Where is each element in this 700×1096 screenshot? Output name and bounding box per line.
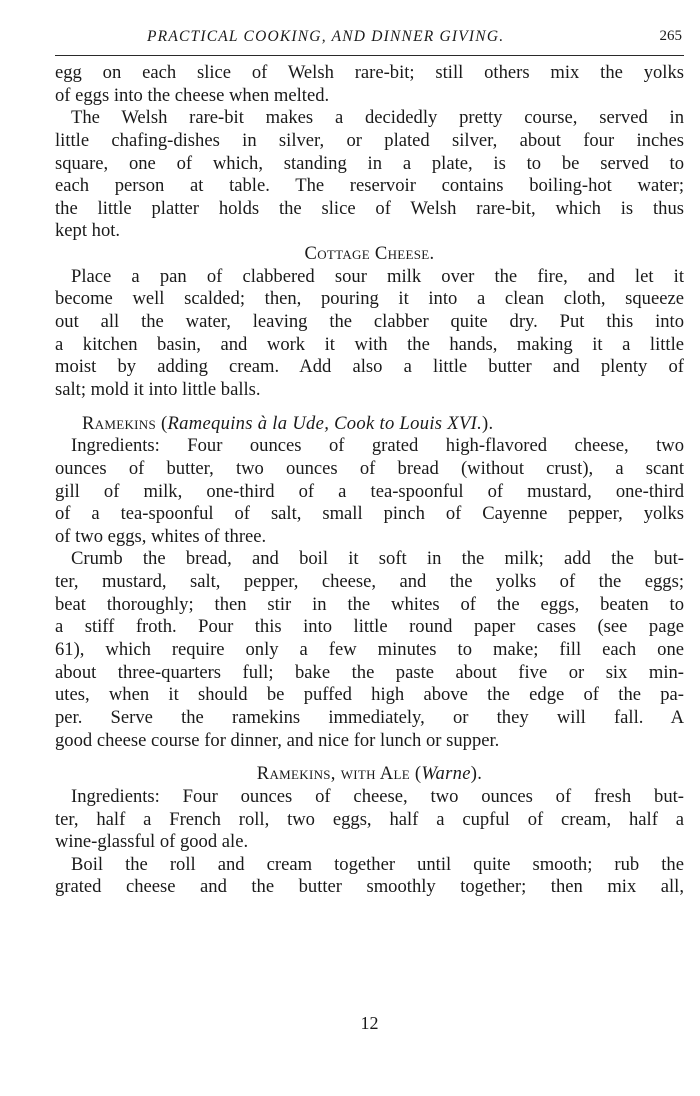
signature-mark: 12: [360, 1013, 379, 1033]
method-line: per. Serve the ramekins immediately, or they will fall. A: [55, 706, 684, 728]
text-line: kept hot.: [55, 220, 121, 242]
ingredients-line: ounces of butter, two ounces of bread (without crust), a scant: [55, 457, 684, 479]
method-line: Boil the roll and cream together until quite smooth; rub the: [71, 853, 684, 875]
text-line: moist by adding cream. Add also a little butter and plenty of: [55, 356, 684, 378]
text-line: square, one of which, standing in a plate, is to be served to: [55, 152, 684, 174]
ingredients-line: Ingredients: Four ounces of cheese, two ounces of fresh but-: [71, 785, 684, 807]
ingredients-line: ter, half a French roll, two eggs, half a cupful of cream, half a: [55, 808, 684, 830]
method-line: Crumb the bread, and boil it soft in the milk; add the but-: [71, 548, 684, 570]
method-line: a stiff froth. Pour this into little round paper cases (see page: [55, 616, 684, 638]
heading-paren-open: (: [409, 763, 422, 785]
text-line: a kitchen basin, and work it with the hands, making it a little: [55, 333, 684, 355]
section-gap: [55, 752, 684, 763]
running-title: PRACTICAL COOKING, AND DINNER GIVING.: [147, 28, 505, 45]
heading-attribution: Warne: [421, 763, 471, 785]
text-line: each person at table. The reservoir contains boiling-hot water;: [55, 175, 684, 197]
heading-paren-close: ).: [482, 412, 494, 434]
section-ramekins-ale: [55, 763, 684, 899]
heading-paren-close: ).: [470, 763, 483, 785]
method-line: about three-quarters full; bake the paste about five or six min-: [55, 661, 684, 683]
method-line: grated cheese and the butter smoothly together; then mix all,: [55, 876, 684, 898]
text-line: egg on each slice of Welsh rare-bit; still others mix the yolks: [55, 62, 684, 83]
heading-title: Ramekins: [82, 412, 157, 434]
page-number: 265: [659, 28, 682, 44]
heading-title: Ramekins, with Ale: [256, 763, 410, 785]
section-welsh-rarebit: [55, 62, 684, 243]
method-line: ter, mustard, salt, pepper, cheese, and the yolks of the eggs;: [55, 571, 684, 593]
recipe-heading: [55, 413, 684, 436]
ingredients-line: of two eggs, whites of three.: [55, 525, 267, 547]
heading-paren-open: (: [156, 412, 168, 434]
section-gap: [55, 402, 684, 413]
page-body: [55, 62, 684, 899]
recipe-heading: Cottage Cheese.: [304, 243, 435, 265]
method-line: beat thoroughly; then stir in the whites of the eggs, beaten to: [55, 593, 684, 615]
method-line: good cheese course for dinner, and nice for lunch or supper.: [55, 729, 500, 751]
text-line: the little platter holds the slice of Welsh rare-bit, which is thus: [55, 197, 684, 219]
text-line: salt; mold it into little balls.: [55, 378, 261, 400]
ingredients-line: gill of milk, one-third of a tea-spoonful of mustard, one-third: [55, 480, 684, 502]
text-line: of eggs into the cheese when melted.: [55, 84, 330, 106]
text-line: become well scalded; then, pouring it into a clean cloth, squeeze: [55, 288, 684, 310]
ingredients-line: wine-glassful of good ale.: [55, 831, 249, 853]
text-line: Place a pan of clabbered sour milk over the fire, and let it: [71, 265, 684, 287]
heading-attribution: Ramequins à la Ude, Cook to Louis XVI.: [167, 412, 483, 434]
text-line: out all the water, leaving the clabber quite dry. Put this into: [55, 311, 684, 333]
method-line: utes, when it should be puffed high above the edge of the pa-: [55, 684, 684, 706]
section-cottage-cheese: [55, 243, 684, 401]
header-rule: [55, 55, 684, 56]
ingredients-line: Ingredients: Four ounces of grated high-flavored cheese, two: [71, 435, 684, 457]
text-line: little chafing-dishes in silver, or plated silver, about four inches: [55, 129, 684, 151]
section-ramekins-ude: [55, 413, 684, 753]
running-head: [55, 28, 684, 50]
method-line: 61), which require only a few minutes to make; fill each one: [55, 639, 684, 661]
text-line: The Welsh rare-bit makes a decidedly pretty course, served in: [71, 107, 684, 129]
ingredients-line: of a tea-spoonful of salt, small pinch of Cayenne pepper, yolks: [55, 503, 684, 525]
recipe-heading: [55, 763, 684, 786]
